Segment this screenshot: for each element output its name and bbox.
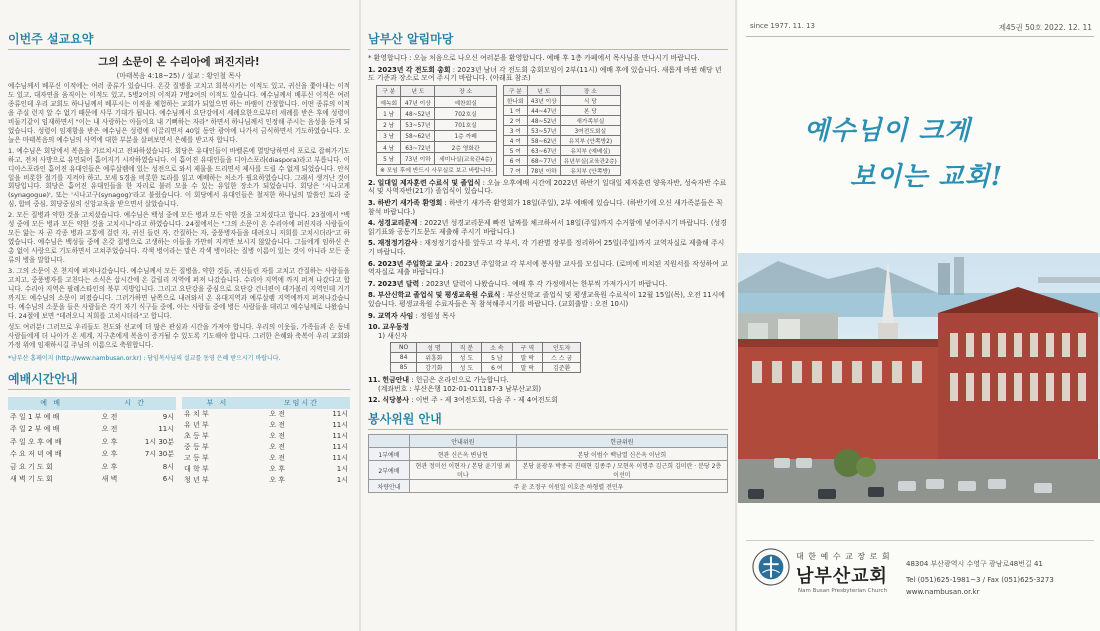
table-header: 안내위원 xyxy=(410,435,517,448)
department-period: 오 전 xyxy=(269,410,286,419)
table-cell: 3 여 xyxy=(503,125,527,135)
notices-section-title: 남부산 알림마당 xyxy=(368,32,454,46)
notice-item: 10. 교우동정 xyxy=(368,323,410,332)
table-header: 직 분 xyxy=(451,343,482,353)
volunteer-category: 1부예배 xyxy=(369,448,410,461)
service-name: 주 일 1 부 예 배 xyxy=(10,412,60,421)
service-times xyxy=(8,394,350,486)
homepage-note: *남부산 홈페이지 (http://www.nambusan.or.kr) : 담임목사님의 설교를 동영 은혜 받으시기 바랍니다. xyxy=(8,354,281,362)
table-cell: 유치부 (예배실) xyxy=(560,145,620,155)
table-row xyxy=(503,115,620,125)
table-row xyxy=(8,461,176,474)
table-row xyxy=(377,119,497,130)
table-row xyxy=(377,130,497,141)
department-name: 중 등 부 xyxy=(184,443,209,452)
table-row xyxy=(503,125,620,135)
table-cell: 53~57년 xyxy=(401,119,435,130)
table-header: 성 명 xyxy=(417,343,451,353)
service-period: 오 후 xyxy=(101,462,118,471)
table-row xyxy=(182,442,350,453)
table-header: NO xyxy=(391,343,417,353)
phone-fax: Tel (051)625-1981~3 / Fax (051)625-3273 xyxy=(906,576,1054,584)
table-row xyxy=(377,97,497,108)
table-row xyxy=(182,431,350,442)
department-period: 오 전 xyxy=(269,421,286,430)
table-header: 시 간 xyxy=(94,397,176,411)
church-building-photo xyxy=(738,253,1100,503)
offering-names: 본당 이범수 백남열 신은옥 이난희 xyxy=(516,448,727,461)
table-cell: 강기화 xyxy=(417,363,451,373)
slogan-line-1: 예수님이 크게 xyxy=(804,116,971,146)
sermon-paragraph: 예수님께서 베푸신 이적에는 여러 종류가 있습니다. 온갖 질병을 고치고 회복시키는 이적도 있고, 귀신을 쫓아내는 이적도 있고, 대자연을 움직이는 이적도 있고, 5병2어의 이적과 7병2어의 이적도 있습니다. 예수님께서 베푸신 이적은 여러 종류인데 우리 교회도 하나님께서 베푸시는 이적을 체험하는 교회가 되었으면 하는 바램이 간절합니다. 어떤 종류의 이적을 주실 런지 알 수 없기 때문에 사무 기대가 됩니다. 예수님께서 요단강에서 세례요한으로부터 세례를 받은 후에 성령이 비둘기같이 임재하면서 "이는 내 사랑하는 아들이요 내 기뻐하는 자라" 하면서 하나님께서 인정해 주시는 음성을 듣게 되었습니다. 성령이 임재함을 받은 예수님은 성령에 이끌리면서 40일 동안 광야에 나가서 금식하면서 기도하였습니다. 오늘은 마태복음의 예수님의 사역에 대한 부분을 살펴보면서 은혜를 받고자 합니다. xyxy=(8,82,350,144)
denomination: 대 한 예 수 교 장 로 회 xyxy=(796,552,891,561)
table-cell: 예녹회 xyxy=(377,97,401,108)
table-cell: 73년 이하 xyxy=(401,153,435,164)
table-header: 모임시간 xyxy=(253,397,350,409)
table-cell: 48~52년 xyxy=(401,108,435,119)
sermon-paragraph: 성도 여러분! 그러므로 우리들도 천도와 선교에 더 많은 관심과 시간을 가져야 합니다. 우리의 이웃들, 가족들과 온 동네 사람들에게 더 나아가 온 세계, 지구촌에게 복음이 증거될 수 있도록 기도해야 합니다. 그러한 은혜와 축복이 우리 교회와 가정 위에 임재하시길 주님의 이름으로 축원합니다. xyxy=(8,322,350,349)
table-header: 구 역 xyxy=(512,343,543,353)
table-cell: 새가족부실 xyxy=(560,115,620,125)
volunteers-section-title: 봉사위원 안내 xyxy=(368,412,442,427)
table-row xyxy=(377,164,497,175)
department-time: 1시 xyxy=(336,465,348,474)
notice-item: 5. 재정정기감사 : 재정정기감사를 앞두고 각 부서, 각 기관별 장부를 정리하여 25일(주일)까지 교역자실로 제출해 주시기 바랍니다. xyxy=(368,239,725,256)
department-period: 오 전 xyxy=(269,432,286,441)
department-period: 오 전 xyxy=(269,454,286,463)
department-times-table xyxy=(182,397,350,486)
table-note: ※ 모임 후에 반드시 사무실로 보고 바랍니다. xyxy=(377,164,497,175)
table-cell: 1 남 xyxy=(377,108,401,119)
usher-names: 현관 신은옥 변남현 xyxy=(410,448,517,461)
table-cell: 48~52년 xyxy=(527,115,560,125)
table-row xyxy=(8,435,176,448)
table-row xyxy=(182,475,350,486)
bank-account: (계좌번호 : 부산은행 102-01-011187-3 남부산교회) xyxy=(378,384,542,393)
department-time: 1시 xyxy=(336,476,348,485)
table-cell: 4 남 xyxy=(377,142,401,153)
table-row xyxy=(369,480,728,493)
table-cell: 63~67년 xyxy=(527,145,560,155)
service-name: 주 일 2 부 예 배 xyxy=(10,425,60,434)
department-period: 오 후 xyxy=(269,465,286,474)
section-divider xyxy=(8,49,350,50)
table-cell: 유년부실(교육관2층) xyxy=(560,155,620,165)
notice-item: 2. 일대일 제자훈련 수료식 및 졸업식 : 오늘 오후예배 시간에 2022년 하반기 일대일 제자훈련 양육자반, 성숙자반 수료식 및 사역자반(21기) 졸업식이 있습니다. xyxy=(368,178,727,196)
usher-names: 현관 정미선 이현자 / 본당 윤기영 최미나 xyxy=(410,461,517,480)
table-row xyxy=(182,464,350,475)
table-cell: 1 여 xyxy=(503,105,527,115)
fellowship-tables xyxy=(376,85,728,176)
notice-item: 1. 2023년 각 전도회 총회 : 2023년 남녀 각 전도회 총회모임이 2부(11시) 예배 후에 있습니다. 새롭게 바뀐 해당 년도 기준과 장소로 모여 주시기 바랍니다. (아래표 참조) xyxy=(368,65,722,83)
department-name: 유 년 부 xyxy=(184,421,209,430)
table-row xyxy=(182,420,350,431)
table-cell: 7 여 xyxy=(503,165,527,175)
volunteers-table xyxy=(368,434,728,493)
table-header: 예 배 xyxy=(8,397,94,411)
new-member-label: 1) 새신자 xyxy=(378,331,408,340)
volunteer-names: 주 윤 조정구 이원일 이호준 하형렬 전민우 xyxy=(410,480,728,493)
section-divider xyxy=(368,49,728,50)
table-cell: 예찬회실 xyxy=(435,97,497,108)
table-cell: 5 남 xyxy=(482,353,513,363)
offering-names: 본당 윤광우 박종국 진태현 김종주 / 모현옥 이명주 김근희 김미란 · 분당 2층 이선미 xyxy=(516,461,727,480)
service-period: 새 벽 xyxy=(101,475,118,484)
footer-rule xyxy=(746,540,1094,541)
notice-item: 3. 하반기 새가족 환영회 : 하반기 새가족 환영회가 18일(주일), 2부 예배에 있습니다. (하반기에 오신 새가족분들은 꼭 참석 바랍니다.) xyxy=(368,198,723,216)
table-row xyxy=(182,409,350,420)
table-header: 부 서 xyxy=(182,397,253,409)
table-cell: 84 xyxy=(391,353,417,363)
church-name: 남부산교회 xyxy=(796,566,888,587)
meal-notice: 12. 식당봉사 : 이번 주 - 제 3여전도회, 다음 주 - 제 4여전도회 xyxy=(368,396,558,405)
table-cell: 47년 이상 xyxy=(401,97,435,108)
table-header xyxy=(369,435,410,448)
new-members-table xyxy=(390,342,581,373)
church-english-name: Nam Busan Presbyterian Church xyxy=(798,588,888,594)
service-time: 6시 xyxy=(162,475,174,484)
table-row xyxy=(391,343,581,353)
table-cell: 스 스 궁 xyxy=(543,353,581,363)
volunteer-category: 2부예배 xyxy=(369,461,410,480)
service-name: 주 일 오 후 예 배 xyxy=(10,437,62,446)
department-time: 11시 xyxy=(332,443,348,452)
table-row xyxy=(503,145,620,155)
table-cell: 702호실 xyxy=(435,108,497,119)
table-cell: 701호실 xyxy=(435,119,497,130)
table-cell: 위흥화 xyxy=(417,353,451,363)
notices-column xyxy=(362,0,734,631)
table-row xyxy=(391,353,581,363)
table-cell: 성 도 xyxy=(451,353,482,363)
table-cell: 성 도 xyxy=(451,363,482,373)
table-cell: 한나회 xyxy=(503,95,527,105)
table-cell: 5 남 xyxy=(377,153,401,164)
table-row xyxy=(503,95,620,105)
table-cell: 6 여 xyxy=(482,363,513,373)
table-cell: 53~57년 xyxy=(527,125,560,135)
sermon-paragraph: 3. 그의 소문이 온 천지에 퍼져나갔습니다. 예수님께서 모든 질병을, 약한 것들, 귀신들린 자를 고치고 간질하는 사람들을 고치고, 중풍병자를 고친다는 소식은 삽시간에 온 갈릴리 지역에 퍼져 나갔습니다. 수리아 지역에 까지 퍼져 나갔다고 합니다. 수리아 지역은 팔레스타인의 북부 지방입니다. 그리고 요단강을 중심으로 요단강 건너편이 데가볼리 지역인데 거기까지도 예수님의 소문이 퍼졌습니다. 그러가하면 남쪽으로 내려와서 온 유대지역과 예루살렘 지역에까지 퍼져나갔습니다. 예수님의 소문을 들은 사람들은 각기 자기 식구들 중에, 아는 사람들 중에 병든 사람들을 데리고 예수님께로 나왔습니다. 24절에 보면 "데려오니 저희를 고치시더라"고 합니다. xyxy=(8,267,350,320)
notice-item: 8. 부산신학교 졸업식 및 평생교육원 수료식 : 부산신학교 졸업식 및 평생교육원 수료식이 12월 15일(목), 오전 11시에 있습니다. 평생교육원 수료자들은 꼭 참석해주시기를 바랍니다. (교회출발 : 오전 10시) xyxy=(368,291,725,308)
service-period: 오 전 xyxy=(101,412,118,421)
table-header: 인도자 xyxy=(543,343,581,353)
table-cell: 3여전도회실 xyxy=(560,125,620,135)
service-section-title: 예배시간안내 xyxy=(8,371,78,386)
department-name: 유 치 부 xyxy=(184,410,209,419)
table-cell: 78년 이하 xyxy=(527,165,560,175)
department-period: 오 전 xyxy=(269,443,286,452)
church-seal-icon xyxy=(752,548,790,586)
table-cell: 말 락 xyxy=(512,353,543,363)
notice-item: 4. 성경교리문제 : 2022년 성경교리문제 빠진 날짜를 체크하셔서 18일(주일)까지 수거함에 넣어주시기 바랍니다. (성경읽기표와 공동기도문도 제출해 주시기 바랍니다.) xyxy=(368,219,727,236)
welcome-note: * 환영합니다 : 오늘 처음으로 나오신 여러분을 환영합니다. 예배 후 1층 카페에서 목사님을 만나시기 바랍니다. xyxy=(368,54,700,62)
section-divider xyxy=(368,429,728,430)
table-cell: 4 여 xyxy=(503,135,527,145)
service-name: 새 벽 기 도 회 xyxy=(10,475,53,484)
table-row xyxy=(8,473,176,486)
issue-info: 제45권 50호 2022. 12. 11 xyxy=(998,23,1092,32)
sermon-column xyxy=(0,0,358,631)
department-time: 11시 xyxy=(332,454,348,463)
table-row xyxy=(8,448,176,461)
table-cell: 식 당 xyxy=(560,95,620,105)
sermon-reference: (마태복음 4:18~25) / 설교 : 황인철 목사 xyxy=(116,72,242,80)
sermon-paragraph: 2. 모든 질병과 약한 것을 고치셨습니다. 예수님은 백성 중에 모든 병과 모든 약한 것을 고치셨다고 합니다. 23절에서 "백성 중에 모든 병과 모든 약한 것을 고치시니"라고 하였습니다. 24절에서는 "그의 소문이 온 수리아에 퍼진지라 사람들이 모든 앓는 자 곧 각종 병과 고통에 걸린 자, 귀신 들린 자, 간질하는 자, 중풍병자들을 데려오니 저희를 고치시더라"고 하였습니다. 예수님은 백성들 중에 온갖 질병으로 고생하는 이들을 가만히 지켜만 보시지 않았습니다. 그들에게 임하신 은총 없이 사랑으로 기도하면서 고쳐주었습니다. 각색 병이라는 말은 각색 병이라는 질병 이름이 있는 것이 아니라 모든 종류의 병을 말합니다. xyxy=(8,211,350,265)
table-cell: 유치부 (안쪽방) xyxy=(560,165,620,175)
table-cell: 유치부 (안쪽방2) xyxy=(560,135,620,145)
service-time: 1시 30분 xyxy=(144,437,174,446)
notice-item: 9. 교역자 사임 : 정원성 목사 xyxy=(368,311,456,320)
department-time: 11시 xyxy=(332,432,348,441)
department-name: 고 등 부 xyxy=(184,454,209,463)
table-row xyxy=(369,448,728,461)
sermon-paragraph: 1. 예수님은 회당에서 복음을 가르치시고 전파하셨습니다. 회당은 유대인들이 바벨론에 멸망당하면서 포로로 잡혀가기도 하고, 전처 사방으로 유민되어 흩어지기 시작하였습니다. 이 흩어진 유대인들을 디아스포라(diaspora)라고 부릅니다. 이 디아스포라인 흩어진 유대인들은 예루살렘에 있는 성전으로 와서 제물을 드리면서 제사를 드릴 수 없게 되었습니다. 안식일을 비롯한 절기를 지켜야 하고, 모세 5경을 비롯한 토라를 읽고 예배하는 처소가 필요하였습니다. 그래서 생겨난 것이 회당입니다. 회당은 흩어진 유대인들을 한 자리로 불러 모을 수 있는 유일한 장소가 되었습니다. 회당은 '시나고게(synagogue)', 또는 '시나고구(synagog)'라고 불렀습니다. 이 회당에서 유대인들은 철저한 하나님의 말씀인 토라 중심, 합비 중심, 회당중심의 신앙교육을 받으면서 살았습니다. xyxy=(8,146,350,209)
section-divider xyxy=(8,389,350,390)
cover-page xyxy=(738,0,1100,631)
table-cell: 말 락 xyxy=(512,363,543,373)
table-header: 소 속 xyxy=(482,343,513,353)
department-name: 초 등 부 xyxy=(184,432,209,441)
service-time: 9시 xyxy=(162,412,174,421)
table-cell: 김준환 xyxy=(543,363,581,373)
table-cell: 58~62년 xyxy=(527,135,560,145)
service-period: 오 전 xyxy=(101,425,118,434)
table-cell: 3 남 xyxy=(377,130,401,141)
website-link[interactable]: www.nambusan.or.kr xyxy=(906,588,980,596)
table-cell: 2 여 xyxy=(503,115,527,125)
slogan-line-2: 보이는 교회! xyxy=(850,162,1004,192)
department-period: 오 후 xyxy=(269,476,286,485)
table-cell: 본 당 xyxy=(560,105,620,115)
notice-item: 7. 2023년 달력 : 2023년 달력이 나왔습니다. 예배 후 각 가정에서는 한부씩 가져가시기 바랍니다. xyxy=(368,279,668,288)
service-name: 금 요 기 도 회 xyxy=(10,462,53,471)
address: 48304 부산광역시 수영구 광남로48번길 41 xyxy=(906,560,1043,568)
table-row xyxy=(503,135,620,145)
women-fellowship-table: 구 분 년 도 장 소 한나회 43년 이상 식 당 1 여 44~47년 본 당 2 여 48~52년 새가족부실 3 여 53~57년 3여전도회실 4 여 58~62년 유치부 (안쪽방2) 5 여 63~67년 유치부 (예배실) 6 여 68~77년 유년부실(교육관2층) 7 여 78년 이하 유치부 (안쪽방) xyxy=(503,85,621,176)
table-cell: 1층 까페 xyxy=(435,130,497,141)
table-cell: 6 여 xyxy=(503,155,527,165)
table-cell: 2층 영화관 xyxy=(435,142,497,153)
table-cell: 58~62년 xyxy=(401,130,435,141)
table-row xyxy=(377,108,497,119)
department-time: 11시 xyxy=(332,421,348,430)
table-cell: 85 xyxy=(391,363,417,373)
table-row xyxy=(503,105,620,115)
service-name: 수 요 저 녁 예 배 xyxy=(10,450,62,459)
table-cell: 68~77년 xyxy=(527,155,560,165)
sermon-section-title: 이번주 설교요약 xyxy=(8,32,94,46)
service-period: 오 후 xyxy=(101,437,118,446)
table-header: 헌금위원 xyxy=(516,435,727,448)
page-fold xyxy=(359,0,361,631)
table-cell: 세미나실(교육관4층) xyxy=(435,153,497,164)
table-row xyxy=(8,423,176,436)
table-row xyxy=(377,142,497,153)
service-period: 오 후 xyxy=(101,450,118,459)
table-cell: 2 남 xyxy=(377,119,401,130)
service-time: 7시 30분 xyxy=(144,450,174,459)
founding-date: since 1977. 11. 13 xyxy=(750,22,815,30)
department-time: 11시 xyxy=(332,410,348,419)
offering-notice: 11. 헌금안내 : 헌금은 온라인으로 가능합니다. xyxy=(368,376,509,385)
header-rule xyxy=(746,36,1094,37)
table-cell: 43년 이상 xyxy=(527,95,560,105)
table-cell: 63~72년 xyxy=(401,142,435,153)
table-row xyxy=(503,155,620,165)
volunteer-category: 차량안내 xyxy=(369,480,410,493)
department-name: 청 년 부 xyxy=(184,476,209,485)
contact-info xyxy=(906,556,1054,588)
notice-item: 6. 2023년 주일학교 교사 : 2023년 주일학교 각 부서에 봉사할 교사를 모십니다. (로비에 비치된 지원서를 작성하여 교역자실로 제출 바랍니다.) xyxy=(368,259,728,277)
table-cell: 5 여 xyxy=(503,145,527,155)
department-name: 대 학 부 xyxy=(184,465,209,474)
worship-times-table xyxy=(8,397,176,486)
page-fold xyxy=(735,0,737,631)
table-row xyxy=(377,153,497,164)
table-row xyxy=(8,410,176,423)
table-row xyxy=(503,165,620,175)
sermon-title: 그의 소문이 온 수리아에 퍼진지라! xyxy=(98,56,260,68)
service-time: 8시 xyxy=(162,462,174,471)
table-row xyxy=(182,453,350,464)
table-row xyxy=(391,363,581,373)
table-cell: 44~47년 xyxy=(527,105,560,115)
table-row xyxy=(369,461,728,480)
men-fellowship-table: 구 분 년 도 장 소 예녹회 47년 이상 예찬회실 1 남 48~52년 702호실 2 남 53~57년 701호실 3 남 58~62년 1층 까페 4 남 63~72년 2층 영화관 5 남 73년 이하 세미나실(교육관4층) ※ 모임 후에 반드시 사무실로 보고 바랍니다. xyxy=(376,85,497,176)
service-time: 11시 xyxy=(158,425,174,434)
